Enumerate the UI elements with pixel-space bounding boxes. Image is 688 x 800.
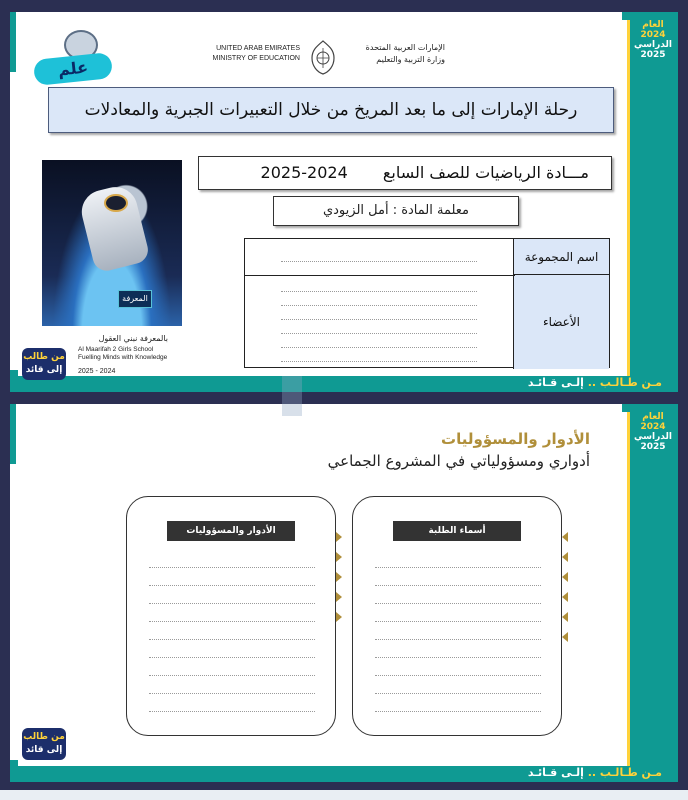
slide-roles: [10, 404, 678, 782]
triangle-marker-icon: [562, 572, 568, 582]
footer-part1: مـن طـالـب ..: [587, 376, 662, 389]
watermark-logo-icon: [282, 376, 302, 416]
group-name-label: اسم المجموعة: [513, 239, 609, 275]
school-motto-english: Fuelling Minds with Knowledge: [78, 354, 168, 361]
roles-line[interactable]: [149, 639, 315, 640]
uae-emblem-icon: [307, 38, 339, 76]
ministry-en-line1: UNITED ARAB EMIRATES: [216, 45, 300, 52]
footer-slogan: [528, 376, 662, 389]
subject-bar: [198, 156, 612, 190]
triangle-marker-icon: [562, 552, 568, 562]
table-row-divider: [245, 275, 515, 276]
member-line[interactable]: [281, 291, 477, 292]
roles-line[interactable]: [149, 693, 315, 694]
triangle-marker-icon: [562, 592, 568, 602]
ministry-ar-line2: وزارة التربية والتعليم: [376, 55, 445, 64]
ministry-english: [200, 44, 300, 64]
roles-box: [126, 496, 336, 736]
footer-part1: مـن طـالـب ..: [587, 766, 662, 779]
triangle-marker-icon: [336, 612, 342, 622]
member-line[interactable]: [281, 347, 477, 348]
school-years: 2025 - 2024: [78, 368, 116, 375]
roles-title: الأدوار والمسؤوليات: [441, 430, 590, 448]
frame-right: [622, 404, 678, 782]
roles-line[interactable]: [149, 603, 315, 604]
astronaut-visor: [104, 194, 128, 212]
student-leader-badge: [22, 348, 66, 380]
student-names-box: [352, 496, 562, 736]
year-line1: العام 2024: [640, 20, 666, 40]
year-line2: الدراسي 2025: [634, 432, 672, 452]
name-line[interactable]: [375, 639, 541, 640]
triangle-marker-icon: [336, 532, 342, 542]
academic-year-badge: [634, 20, 672, 60]
subject-text: مـــادة الرياضيات للصف السابع: [382, 163, 589, 182]
name-line[interactable]: [375, 693, 541, 694]
next-slide-edge: [0, 790, 688, 800]
members-label: الأعضاء: [513, 275, 609, 369]
name-line[interactable]: [375, 603, 541, 604]
roles-line[interactable]: [149, 567, 315, 568]
ministry-ar-line1: الإمارات العربية المتحدة: [365, 43, 445, 52]
name-line[interactable]: [375, 567, 541, 568]
frame-left-accent: [10, 404, 16, 464]
name-line[interactable]: [375, 621, 541, 622]
roles-box-title: الأدوار والمسؤوليات: [167, 521, 295, 541]
site-watermark: [282, 368, 412, 422]
triangle-marker-icon: [562, 632, 568, 642]
roles-line[interactable]: [149, 711, 315, 712]
footer-part2: إلـى قـائـد: [527, 766, 584, 779]
badge-line1: من طالب: [23, 352, 65, 362]
name-line[interactable]: [375, 657, 541, 658]
academic-year-badge: [634, 412, 672, 452]
school-name: Al Maarifah 2 Girls School: [78, 346, 154, 353]
member-line[interactable]: [281, 319, 477, 320]
badge-line2: إلى قائد: [25, 745, 63, 755]
cover-logo: المعرفة: [118, 290, 152, 308]
year-line1: العام 2024: [640, 412, 666, 432]
member-line[interactable]: [281, 361, 477, 362]
badge-line1: من طالب: [23, 732, 65, 742]
roles-line[interactable]: [149, 585, 315, 586]
project-title: رحلة الإمارات إلى ما بعد المريخ من خلال التعبيرات الجبرية والمعادلات: [48, 87, 614, 133]
subject-years: 2025-2024: [260, 163, 348, 182]
footer-part2: إلـى قـائـد: [527, 376, 584, 389]
group-name-line[interactable]: [281, 261, 477, 262]
teacher-name: معلمة المادة : أمل الزيودي: [273, 196, 519, 226]
triangle-marker-icon: [336, 552, 342, 562]
roles-line[interactable]: [149, 675, 315, 676]
frame-left-accent: [10, 12, 16, 72]
triangle-marker-icon: [562, 612, 568, 622]
name-line[interactable]: [375, 675, 541, 676]
member-line[interactable]: [281, 305, 477, 306]
ministry-en-line2: MINISTRY OF EDUCATION: [212, 55, 300, 62]
triangle-marker-icon: [336, 572, 342, 582]
astronaut-cover-image: [42, 160, 182, 326]
group-info-table: [244, 238, 610, 368]
roles-subtitle: أدواري ومسؤولياتي في المشروع الجماعي: [327, 452, 590, 470]
badge-line2: إلى قائد: [25, 365, 63, 375]
ministry-arabic: [345, 42, 445, 66]
roles-line[interactable]: [149, 621, 315, 622]
school-motto-arabic: بالمعرفة نبني العقول: [98, 334, 168, 343]
logo-text: علم: [33, 52, 113, 86]
roles-line[interactable]: [149, 657, 315, 658]
talam-logo: [26, 30, 116, 88]
name-line[interactable]: [375, 711, 541, 712]
footer-slogan: [528, 766, 662, 779]
triangle-marker-icon: [562, 532, 568, 542]
triangle-marker-icon: [336, 592, 342, 602]
school-name-english: [78, 346, 188, 362]
names-box-title: أسماء الطلبة: [393, 521, 521, 541]
student-leader-badge: [22, 728, 66, 760]
frame-right: [622, 12, 678, 392]
year-line2: الدراسي 2025: [634, 40, 672, 60]
member-line[interactable]: [281, 333, 477, 334]
slide-cover: [10, 12, 678, 392]
name-line[interactable]: [375, 585, 541, 586]
